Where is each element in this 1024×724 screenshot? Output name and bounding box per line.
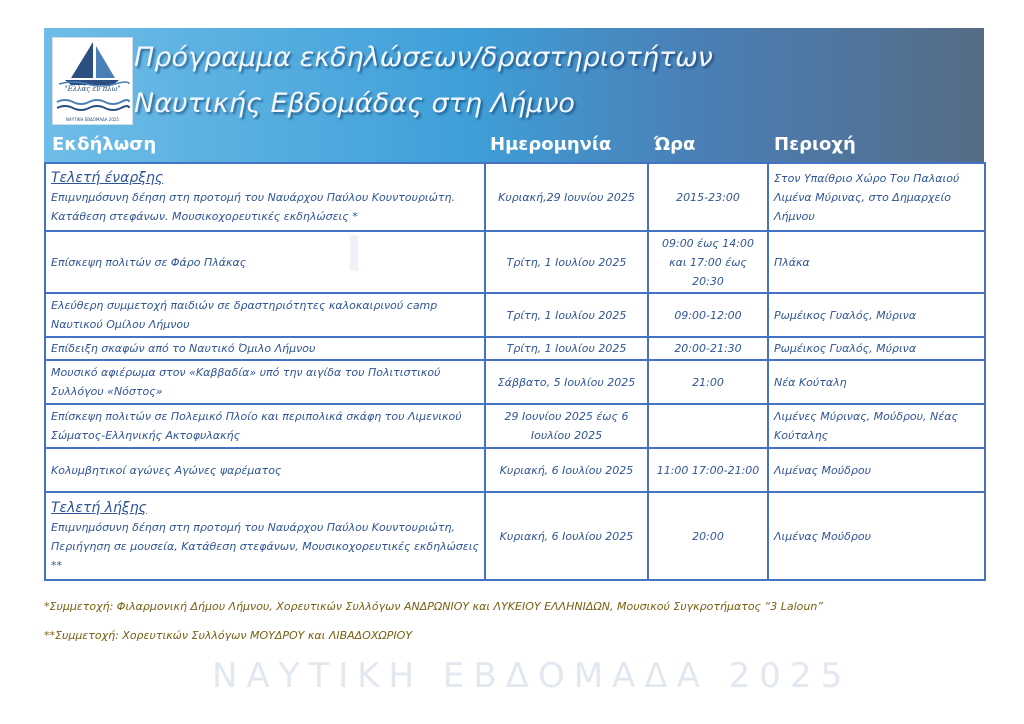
date-cell: Σάββατο, 5 Ιουλίου 2025 xyxy=(485,360,648,404)
event-title: Τελετή λήξης xyxy=(51,499,147,516)
event-cell: Επίδειξη σκαφών από το Ναυτικό Όμιλο Λήμνου xyxy=(45,337,485,360)
area-cell: Λιμένας Μούδρου xyxy=(768,448,985,492)
event-cell: Μουσικό αφιέρωμα στον «Καββαδία» υπό την αιγίδα του Πολιτιστικού Συλλόγου «Νόστος» xyxy=(45,360,485,404)
table-row xyxy=(45,163,985,231)
column-header-date: Ημερομηνία xyxy=(490,134,612,155)
waves-icon xyxy=(53,96,132,116)
event-cell xyxy=(45,163,485,231)
logo-subtext: ΝΑΥΤΙΚΗ ΕΒΔΟΜΑΔΑ 2025 xyxy=(66,117,119,122)
time-cell: 2015-23:00 xyxy=(648,163,768,231)
area-cell: Νέα Κούταλη xyxy=(768,360,985,404)
page-subtitle: Ναυτικής Εβδομάδας στη Λήμνο xyxy=(134,88,575,119)
sailboat-logo-icon xyxy=(53,38,132,88)
event-description: Επιμνημόσυνη δέηση στη προτομή του Ναυάρχου Παύλου Κουντουριώτη. Κατάθεση στεφάνων. Μουσικοχορευτικές εκδηλώσεις * xyxy=(51,191,455,223)
watermark-text: ΝΑΥΤΙΚΗ ΕΒΔΟΜΑΔΑ 2025 xyxy=(212,656,852,696)
event-cell: Κολυμβητικοί αγώνες Αγώνες ψαρέματος xyxy=(45,448,485,492)
table-row xyxy=(45,492,985,580)
column-header-time: Ώρα xyxy=(654,134,696,155)
logo-motto: "Ελλάς εν πλω" xyxy=(64,85,121,93)
footnote-2: **Συμμετοχή: Χορευτικών Συλλόγων ΜΟΥΔΡΟΥ και ΛΙΒΑΔΟΧΩΡΙΟΥ xyxy=(44,629,413,642)
area-cell: Λιμένας Μούδρου xyxy=(768,492,985,580)
table-row xyxy=(45,448,985,492)
time-cell: 20:00 xyxy=(648,492,768,580)
date-cell: Τρίτη, 1 Ιουλίου 2025 xyxy=(485,337,648,360)
event-cell: Ελεύθερη συμμετοχή παιδιών σε δραστηριότητες καλοκαιρινού camp Ναυτικού Ομίλου Λήμνου xyxy=(45,293,485,337)
table-row xyxy=(45,231,985,293)
time-cell: 21:00 xyxy=(648,360,768,404)
time-cell: 09:00-12:00 xyxy=(648,293,768,337)
date-cell: Κυριακή,29 Ιουνίου 2025 xyxy=(485,163,648,231)
logo xyxy=(52,37,133,125)
event-title: Τελετή έναρξης xyxy=(51,170,164,186)
date-cell: 29 Ιουνίου 2025 έως 6 Ιουλίου 2025 xyxy=(485,404,648,448)
table-row xyxy=(45,360,985,404)
date-cell: Κυριακή, 6 Ιουλίου 2025 xyxy=(485,492,648,580)
page-title: Πρόγραμμα εκδηλώσεων/δραστηριοτήτων xyxy=(134,42,713,73)
event-description: Επιμνημόσυνη δέηση στη προτομή του Ναυάρχου Παύλου Κουντουριώτη, Περιήγηση σε μουσεία, Κατάθεση στεφάνων, Μουσικοχορευτικές εκδηλώσεις ** xyxy=(51,520,479,572)
event-cell: Επίσκεψη πολιτών σε Φάρο Πλάκας xyxy=(45,231,485,293)
column-header-event: Εκδήλωση xyxy=(52,134,157,155)
events-table xyxy=(44,162,986,581)
area-cell: Ρωμέικος Γυαλός, Μύρινα xyxy=(768,337,985,360)
time-cell: 11:00 17:00-21:00 xyxy=(648,448,768,492)
column-header-area: Περιοχή xyxy=(774,134,856,155)
area-cell: Στον Υπαίθριο Χώρο Του Παλαιού Λιμένα Μύρινας, στο Δημαρχείο Λήμνου xyxy=(768,163,985,231)
background-column-decoration: 𐄇 xyxy=(300,207,408,346)
time-cell: 09:00 έως 14:00 και 17:00 έως 20:30 xyxy=(648,231,768,293)
footnote-1: *Συμμετοχή: Φιλαρμονική Δήμου Λήμνου, Χορευτικών Συλλόγων ΑΝΔΡΩΝΙΟΥ και ΛΥΚΕΙΟΥ ΕΛΛΗΝΙΔΩΝ, Μουσικού Συγκροτήματος “3 Laloun” xyxy=(44,600,823,613)
area-cell: Πλάκα xyxy=(768,231,985,293)
time-cell: 20:00-21:30 xyxy=(648,337,768,360)
area-cell: Ρωμέικος Γυαλός, Μύρινα xyxy=(768,293,985,337)
date-cell: Τρίτη, 1 Ιουλίου 2025 xyxy=(485,293,648,337)
table-row xyxy=(45,337,985,360)
area-cell: Λιμένες Μύρινας, Μούδρου, Νέας Κούταλης xyxy=(768,404,985,448)
date-cell: Τρίτη, 1 Ιουλίου 2025 xyxy=(485,231,648,293)
date-cell: Κυριακή, 6 Ιουλίου 2025 xyxy=(485,448,648,492)
event-cell: Επίσκεψη πολιτών σε Πολεμικό Πλοίο και περιπολικά σκάφη του Λιμενικού Σώματος-Ελληνικής Ακτοφυλακής xyxy=(45,404,485,448)
table-row xyxy=(45,293,985,337)
header-banner xyxy=(44,28,984,162)
time-cell xyxy=(648,404,768,448)
event-cell xyxy=(45,492,485,580)
table-row xyxy=(45,404,985,448)
